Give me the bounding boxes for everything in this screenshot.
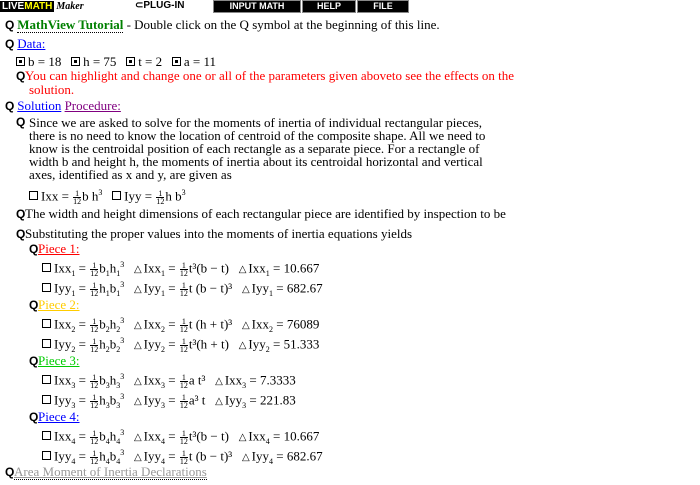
param-box-icon[interactable] — [126, 57, 135, 66]
piece-iyy-row: Iyy$_2$ = $\frac{1}{12}h_2b_2^3$ △ Iyy$_2$ = $\frac{1}{12}t^3(h + t)$ △ Iyy$_2$ = 51.333 — [42, 334, 319, 357]
triangle-icon[interactable]: △ — [133, 452, 142, 464]
data-header — [5, 37, 45, 51]
piece-label[interactable]: Piece 2: — [38, 297, 80, 312]
triangle-icon[interactable]: △ — [133, 396, 142, 408]
piece-header — [29, 410, 80, 424]
one-twelfth: $\frac{1}{12}$ — [90, 280, 99, 298]
triangle-icon[interactable]: △ — [133, 320, 142, 332]
data-label[interactable]: Data: — [17, 36, 46, 51]
triangle-icon[interactable]: △ — [133, 284, 142, 296]
formula-box-icon[interactable] — [42, 339, 51, 348]
triangle-icon[interactable]: △ — [133, 432, 142, 444]
plug-icon: ⊂ — [135, 0, 144, 11]
tutorial-instruction: - Double click on the Q symbol at the beginning of this line. — [123, 17, 440, 32]
triangle-icon[interactable]: △ — [241, 452, 250, 464]
ixx-value: = 7.3333 — [249, 372, 296, 388]
triangle-icon[interactable]: △ — [241, 284, 250, 296]
ixx-expr: a t³ — [188, 372, 206, 388]
formula-box-icon[interactable] — [42, 451, 51, 460]
iyy-expr: t³(h + t) — [188, 336, 229, 352]
triangle-icon[interactable]: △ — [241, 320, 250, 332]
triangle-icon[interactable]: △ — [238, 264, 247, 276]
procedure-label[interactable]: Procedure: — [64, 98, 121, 113]
iyy-expr: t (b − t)³ — [188, 280, 233, 296]
q-toggle-icon[interactable]: Q — [16, 207, 26, 221]
ixx-expr: t³(b − t) — [188, 260, 229, 276]
ixx-value: = 10.667 — [273, 260, 320, 276]
param-a[interactable]: a = 11 — [183, 54, 217, 69]
param-t[interactable]: t = 2 — [138, 54, 163, 69]
piece-header — [29, 354, 80, 368]
triangle-icon[interactable]: △ — [215, 396, 223, 408]
one-twelfth: $\frac{1}{12}$ — [90, 448, 99, 466]
param-box-icon[interactable] — [172, 57, 181, 66]
formula-box-icon[interactable] — [42, 263, 51, 272]
piece-label[interactable]: Piece 3: — [38, 353, 80, 368]
area-moment-link[interactable]: Area Moment of Inertia Declarations — [14, 464, 207, 479]
one-twelfth: $\frac{1}{12}$ — [179, 260, 188, 278]
piece-ixx-row: Ixx$_1$ = $\frac{1}{12}b_1h_1^3$ △ Ixx$_1$ = $\frac{1}{12}t^3(b - t)$ △ Ixx$_1$ = 10.667 — [42, 258, 319, 281]
triangle-icon[interactable]: △ — [215, 376, 223, 388]
triangle-icon[interactable]: △ — [133, 376, 142, 388]
formula-box-icon[interactable] — [42, 319, 51, 328]
ixx-value: = 10.667 — [273, 428, 320, 444]
data-params — [16, 55, 216, 69]
one-twelfth: $\frac{1}{12}$ — [90, 372, 99, 390]
formula-box-icon[interactable] — [42, 375, 51, 384]
q-toggle-icon[interactable]: Q — [16, 227, 26, 241]
piece-ixx-row: Ixx$_4$ = $\frac{1}{12}b_4h_4^3$ △ Ixx$_4$ = $\frac{1}{12}t^3(b - t)$ △ Ixx$_4$ = 10.667 — [42, 426, 319, 449]
data-note-cont: solution. — [29, 82, 75, 97]
one-twelfth: $\frac{1}{12}$ — [156, 188, 165, 206]
q-toggle-icon[interactable]: Q — [5, 99, 15, 113]
triangle-icon[interactable]: △ — [133, 264, 142, 276]
param-h[interactable]: h = 75 — [83, 54, 117, 69]
q-toggle-icon[interactable]: Q — [5, 37, 15, 51]
param-box-icon[interactable] — [16, 57, 25, 66]
file-button[interactable]: FILE — [357, 0, 409, 13]
iyy-value: = 682.67 — [276, 448, 323, 464]
one-twelfth: $\frac{1}{12}$ — [179, 392, 188, 410]
piece-label[interactable]: Piece 4: — [38, 409, 80, 424]
piece-ixx-row: Ixx$_3$ = $\frac{1}{12}b_3h_3^3$ △ Ixx$_3$ = $\frac{1}{12}a$ t³ △ Ixx$_3$ = 7.3333 — [42, 370, 296, 393]
iyy-expr: t (b − t)³ — [188, 448, 233, 464]
one-twelfth: $\frac{1}{12}$ — [179, 428, 188, 446]
general-formulas: Ixx = $\frac{1}{12}b$ $h^3$ Iyy = $\frac{1}{12}h$ $b^3$ — [29, 186, 186, 205]
one-twelfth: $\frac{1}{12}$ — [179, 316, 188, 334]
data-note: QYou can highlight and change one or all of the parameters given aboveto see the effects on the — [16, 68, 515, 83]
q-toggle-icon[interactable]: Q — [5, 18, 15, 32]
ixx-expr: t (h + t)³ — [188, 316, 233, 332]
one-twelfth: $\frac{1}{12}$ — [90, 316, 99, 334]
piece-header — [29, 298, 80, 312]
formula-box-icon[interactable] — [42, 431, 51, 440]
piece-ixx-row: Ixx$_2$ = $\frac{1}{12}b_2h_2^3$ △ Ixx$_2$ = $\frac{1}{12}t$ (h + t)³ △ Ixx$_2$ = 76089 — [42, 314, 319, 337]
toolbar — [0, 0, 700, 12]
triangle-icon[interactable]: △ — [133, 340, 142, 352]
one-twelfth: $\frac{1}{12}$ — [90, 336, 99, 354]
help-button[interactable]: HELP — [302, 0, 356, 13]
one-twelfth: $\frac{1}{12}$ — [179, 280, 188, 298]
solution-label[interactable]: Solution — [17, 98, 62, 113]
q-toggle-icon[interactable]: Q — [16, 69, 26, 83]
width-height-line: QThe width and height dimensions of each rectangular piece are identified by inspection to be — [16, 206, 506, 221]
ixx-expr: t³(b − t) — [188, 428, 229, 444]
formula-box-icon[interactable] — [112, 191, 121, 200]
formula-box-icon[interactable] — [42, 395, 51, 404]
param-b[interactable]: b = 18 — [28, 54, 62, 69]
piece-label[interactable]: Piece 1: — [38, 241, 80, 256]
logo-maker-text: Maker — [56, 0, 84, 12]
substitution-line: QSubstituting the proper values into the moments of inertia equations yields — [16, 226, 413, 241]
one-twelfth: $\frac{1}{12}$ — [90, 428, 99, 446]
q-toggle-icon[interactable]: Q — [29, 242, 39, 256]
q-toggle-icon[interactable]: Q — [5, 465, 15, 479]
formula-box-icon[interactable] — [29, 191, 38, 200]
q-toggle-icon[interactable]: Q — [29, 354, 39, 368]
one-twelfth: $\frac{1}{12}$ — [179, 336, 188, 354]
solution-paragraph: Since we are asked to solve for the moments of inertia of individual rectangular pieces, there is no need to know the location of centroid of the composite shape. All we need to know is the centroidal position of each rectangle as a separate piece. For a rectangle of width b and height h, the moments of inertia about its centroidal horizontal and vertical axes, identified as x and y, are given as — [29, 115, 486, 182]
ixx-value: = 76089 — [276, 316, 320, 332]
footer-line — [5, 465, 207, 480]
piece-iyy-row: Iyy$_3$ = $\frac{1}{12}h_3b_3^3$ △ Iyy$_3$ = $\frac{1}{12}a^3$ t △ Iyy$_3$ = 221.83 — [42, 390, 296, 413]
plugin-label: ⊂PLUG-IN — [135, 0, 185, 11]
param-box-icon[interactable] — [71, 57, 80, 66]
logo-math-text: MATH — [24, 0, 53, 12]
input-math-button[interactable]: INPUT MATH — [213, 0, 301, 13]
formula-box-icon[interactable] — [42, 283, 51, 292]
one-twelfth: $\frac{1}{12}$ — [90, 260, 99, 278]
iyy-value: = 682.67 — [276, 280, 323, 296]
piece-iyy-row: Iyy$_4$ = $\frac{1}{12}h_4b_4^3$ △ Iyy$_4$ = $\frac{1}{12}t$ (b − t)³ △ Iyy$_4$ = 682.67 — [42, 446, 323, 469]
piece-header — [29, 242, 80, 256]
one-twelfth: $\frac{1}{12}$ — [73, 188, 82, 206]
triangle-icon[interactable]: △ — [238, 340, 247, 352]
one-twelfth: $\frac{1}{12}$ — [179, 448, 188, 466]
q-toggle-icon[interactable]: Q — [16, 115, 26, 129]
one-twelfth: $\frac{1}{12}$ — [179, 372, 188, 390]
solution-q-icon-row — [16, 115, 25, 129]
piece-iyy-row: Iyy$_1$ = $\frac{1}{12}h_1b_1^3$ △ Iyy$_1$ = $\frac{1}{12}t$ (b − t)³ △ Iyy$_1$ = 682.67 — [42, 278, 323, 301]
iyy-value: = 221.83 — [249, 392, 296, 408]
triangle-icon[interactable]: △ — [238, 432, 247, 444]
one-twelfth: $\frac{1}{12}$ — [90, 392, 99, 410]
tutorial-line — [5, 18, 440, 33]
iyy-value: = 51.333 — [273, 336, 320, 352]
livemath-logo — [0, 0, 84, 12]
q-toggle-icon[interactable]: Q — [29, 410, 39, 424]
iyy-expr: a³ t — [188, 392, 206, 408]
solution-header — [5, 99, 121, 113]
q-toggle-icon[interactable]: Q — [29, 298, 39, 312]
logo-live-text: LIVE — [2, 0, 25, 12]
tutorial-title: MathView Tutorial — [17, 17, 124, 32]
